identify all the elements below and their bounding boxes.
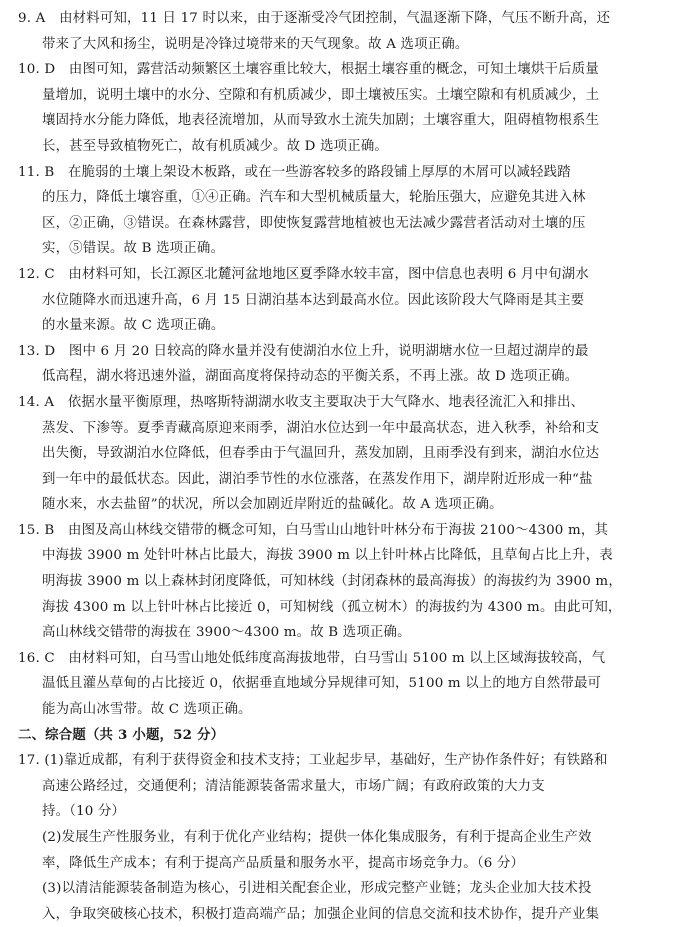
answer-13 xyxy=(18,339,678,390)
answer-line: (2)发展生产性服务业，有利于优化产业结构；提供一体化集成服务，有利于提高企业生产效 xyxy=(42,830,592,845)
answer-line: 蒸发、下渗等。夏季青藏高原迎来雨季，湖泊水位达到一年中最高状态，进入秋季，补给和支 xyxy=(42,420,600,436)
answer-17-part-2 xyxy=(18,825,678,876)
answer-line: 率，降低生产成本；有利于提高产品质量和服务水平，提高市场竞争力。（6 分） xyxy=(42,855,525,871)
answer-line: 区，②正确，③错误。在森林露营，即使恢复露营地植被也无法减少露营者活动对土壤的压 xyxy=(42,215,586,231)
answer-line: 带来了大风和扬尘，说明是冷锋过境带来的天气现象。故 A 选项正确。 xyxy=(42,36,469,52)
answer-line: 低高程，湖水将迅速外溢，湖面高度将保持动态的平衡关系，不再上涨。故 D 选项正确。 xyxy=(42,369,579,385)
answer-line: 高速公路经过，交通便利；清洁能源装备需求量大，市场广阔；有政府政策的大力支 xyxy=(42,778,545,794)
answer-line: 长，甚至导致植物死亡，故有机质减少。故 D 选项正确。 xyxy=(42,138,389,154)
answer-line: 水位随降水而迅速升高，6 月 15 日湖泊基本达到最高水位。因此该阶段大气降雨是其主要 xyxy=(42,292,585,308)
answer-line: 明海拔 3900 m 以上森林封闭度降低，可知林线（封闭森林的最高海拔）的海拔约为 3900 m， xyxy=(42,574,622,590)
answer-line: 9. A 由材料可知，11 日 17 时以来，由于逐渐受冷气团控制，气温逐渐下降，气压不断升高，还 xyxy=(18,11,611,26)
answer-11 xyxy=(18,160,678,262)
answer-line: 高山林线交错带的海拔在 3900～4300 m。故 B 选项正确。 xyxy=(42,625,411,641)
answer-line: 海拔 4300 m 以上针叶林占比接近 0，可知树线（孤立树木）的海拔约为 4300 m。由此可知， xyxy=(42,599,622,615)
answer-line: 实，⑤错误。故 B 选项正确。 xyxy=(42,241,225,257)
answer-line: 10. D 由图可知，露营活动频繁区土壤容重比较大，根据土壤容重的概念，可知土壤烘干后质量 xyxy=(18,62,599,78)
answer-line: 入，争取突破核心技术，积极打造高端产品；加强企业间的信息交流和技术协作，提升产业集 xyxy=(42,906,600,922)
answer-15 xyxy=(18,518,678,646)
answer-17-part-3 xyxy=(18,876,678,927)
answer-line: 12. C 由材料可知，长江源区北麓河盆地地区夏季降水较丰富，图中信息也表明 6 月中旬湖水 xyxy=(18,266,589,282)
answer-14 xyxy=(18,390,678,518)
answer-line: 量增加，说明土壤中的水分、空隙和有机质减少，即土壤被压实。土壤空隙和有机质减少，土 xyxy=(42,87,600,103)
answer-9 xyxy=(18,6,678,57)
answer-line: 15. B 由图及高山林线交错带的概念可知，白马雪山山地针叶林分布于海拔 2100～4300 m，其 xyxy=(18,522,609,538)
answer-line: 壤固持水分能力降低，地表径流增加，从而导致水土流失加剧；土壤容重大，阻碍植物根系生 xyxy=(42,113,600,129)
answer-line: 11. B 在脆弱的土壤上架设木板路，或在一些游客较多的路段铺上厚厚的木屑可以减轻践踏 xyxy=(18,164,571,180)
answer-12 xyxy=(18,262,678,339)
answer-line: 持。（10 分） xyxy=(42,804,126,820)
answer-line: 14. A 依据水量平衡原理，热喀斯特湖湖水收支主要取决于大气降水、地表径流汇入和排出、 xyxy=(18,394,585,410)
answer-line: 出失衡，导致湖泊水位降低，但春季由于气温回升，蒸发加剧，且雨季没有到来，湖泊水位达 xyxy=(42,446,600,462)
answer-line: 随水来，水去盐留”的状况，所以会加剧近岸附近的盐碱化。故 A 选项正确。 xyxy=(42,497,503,513)
answer-line: 17. (1)靠近成都，有利于获得资金和技术支持；工业起步早，基础好，生产协作条件好；有铁路和 xyxy=(18,753,608,769)
answer-line: 能为高山冰雪带。故 C 选项正确。 xyxy=(42,702,252,718)
answer-line: 13. D 图中 6 月 20 日较高的降水量并没有使湖泊水位上升，说明湖塘水位一旦超过湖岸的最 xyxy=(18,343,589,359)
answer-line: 温低且灌丛草甸的占比接近 0，依据垂直地域分异规律可知，5100 m 以上的地方自然带最可 xyxy=(42,676,602,692)
answer-line: 到一年中的最低状态。因此，湖泊季节性的水位涨落，在蒸发作用下，湖岸附近形成一种“盐 xyxy=(42,471,593,487)
answer-line: 中海拔 3900 m 处针叶林占比最大，海拔 3900 m 以上针叶林占比降低，且草甸占比上升，表 xyxy=(42,548,613,564)
answer-line: 16. C 由材料可知，白马雪山地处低纬度高海拔地带，白马雪山 5100 m 以上区域海拔较高，气 xyxy=(18,650,606,666)
section-heading: 二、综合题（共 3 小题，52 分） xyxy=(18,726,225,743)
answer-10 xyxy=(18,57,678,159)
answer-17-part-1 xyxy=(18,748,678,825)
answer-line: 的水量来源。故 C 选项正确。 xyxy=(42,318,225,334)
answer-16 xyxy=(18,646,678,723)
answer-line: 的压力，降低土壤容重，①④正确。汽车和大型机械质量大，轮胎压强大，应避免其进入林 xyxy=(42,190,586,206)
answer-line: (3)以清洁能源装备制造为核心，引进相关配套企业，形成完整产业链；龙头企业加大技术投 xyxy=(42,881,592,897)
